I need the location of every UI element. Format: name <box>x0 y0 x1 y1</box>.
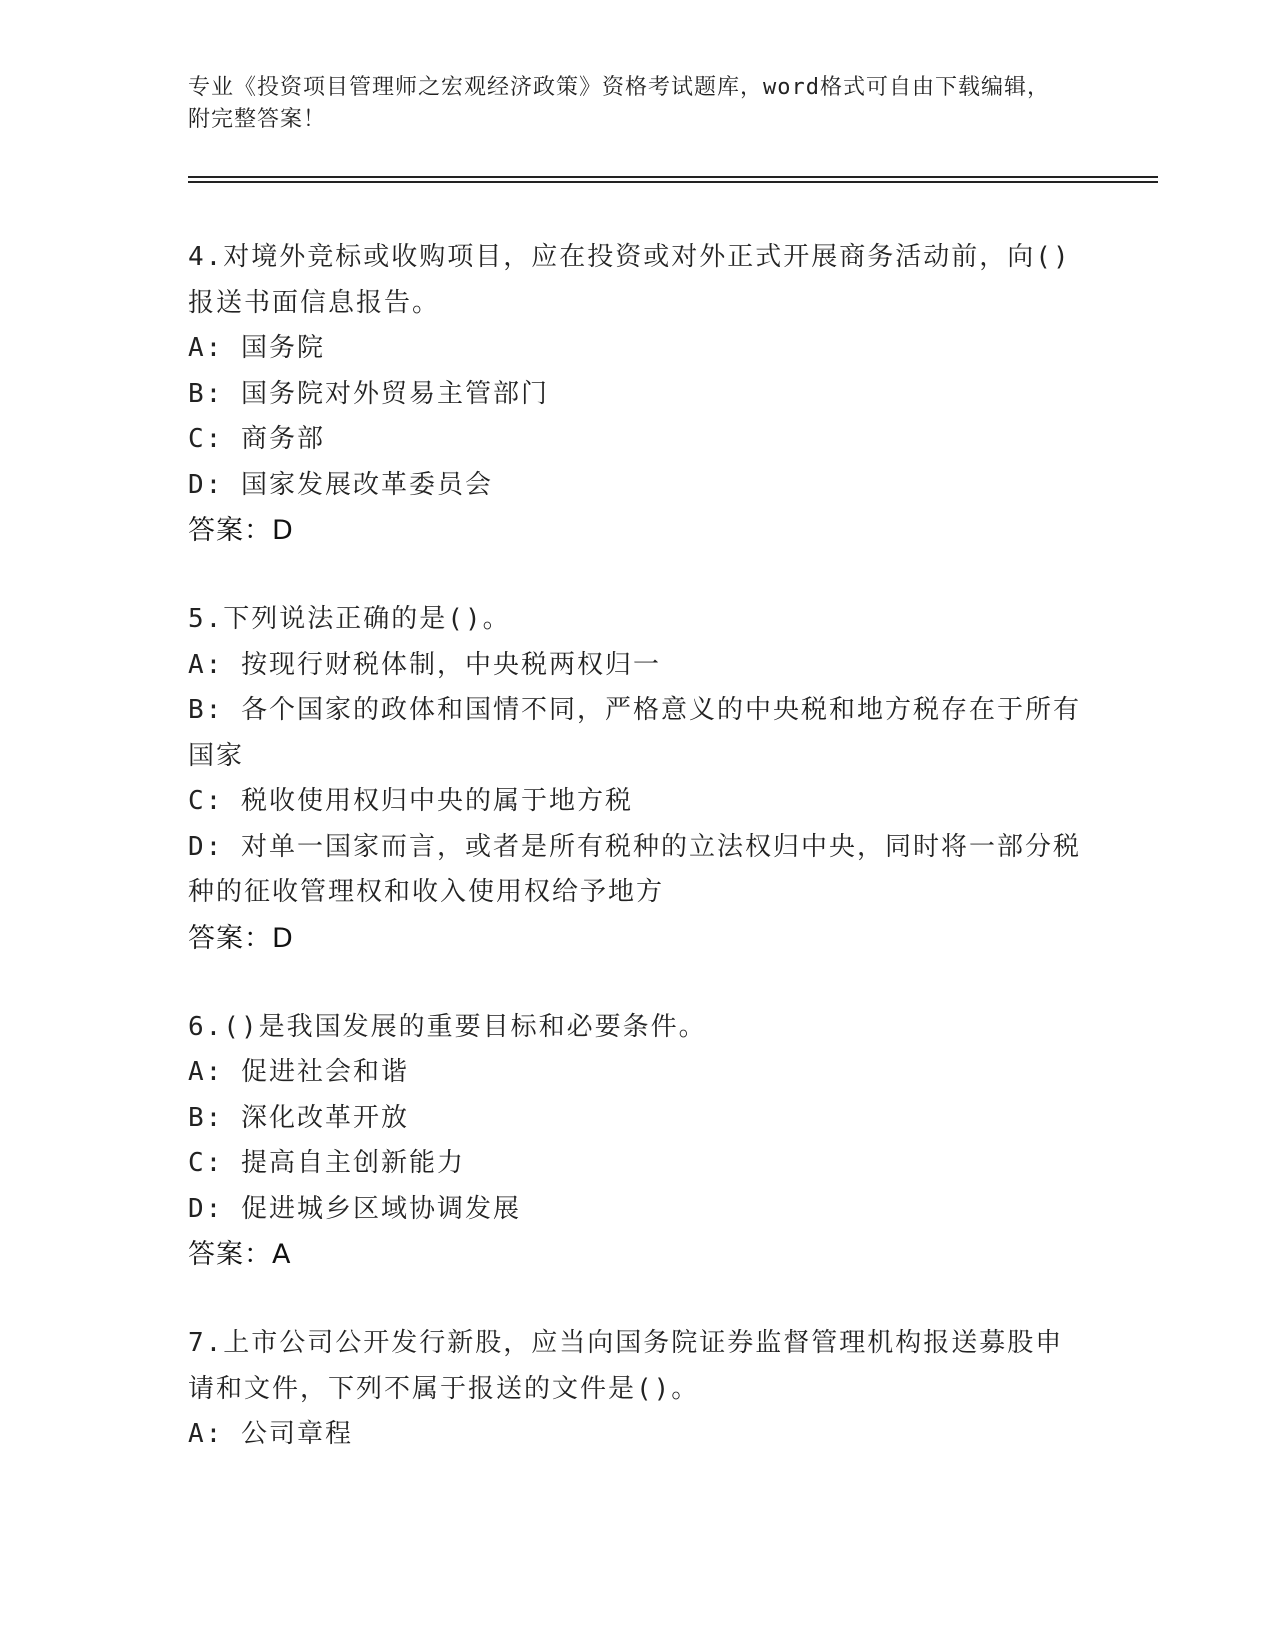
header-divider-bottom <box>188 181 1158 183</box>
option-a: A: 国务院 <box>188 333 325 363</box>
option-d: D: 国家发展改革委员会 <box>188 469 493 500</box>
question-stem: 4.对境外竞标或收购项目，应在投资或对外正式开展商务活动前，向()报送书面信息报告。 <box>188 242 1071 318</box>
question-7 <box>188 1321 1088 1458</box>
document-header: 专业《投资项目管理师之宏观经济政策》资格考试题库，word格式可自由下载编辑，附完整答案！ <box>188 75 1050 132</box>
option-c: C: 税收使用权归中央的属于地方税 <box>188 786 633 816</box>
answer-line: 答案：D <box>188 515 294 546</box>
option-c: C: 商务部 <box>188 424 325 454</box>
question-stem: 5.下列说法正确的是()。 <box>188 604 511 634</box>
header-divider-top <box>188 176 1158 178</box>
option-b: B: 深化改革开放 <box>188 1102 409 1133</box>
question-stem: 6.()是我国发展的重要目标和必要条件。 <box>188 1011 707 1042</box>
option-c: C: 提高自主创新能力 <box>188 1148 465 1178</box>
question-6 <box>188 1005 1088 1279</box>
option-b: B: 国务院对外贸易主管部门 <box>188 378 549 409</box>
question-stem: 7.上市公司公开发行新股，应当向国务院证券监督管理机构报送募股申请和文件，下列不属于报送的文件是()。 <box>188 1328 1064 1404</box>
question-4 <box>188 235 1088 554</box>
question-list <box>188 235 1088 1501</box>
question-5 <box>188 597 1088 962</box>
answer-line: 答案：A <box>188 1239 292 1270</box>
answer-line: 答案：D <box>188 922 294 954</box>
option-a: A: 公司章程 <box>188 1419 353 1449</box>
option-a: A: 促进社会和谐 <box>188 1057 409 1087</box>
option-d: D: 促进城乡区域协调发展 <box>188 1193 521 1224</box>
option-b: B: 各个国家的政体和国情不同，严格意义的中央税和地方税存在于所有国家 <box>188 695 1081 771</box>
option-d: D: 对单一国家而言，或者是所有税种的立法权归中央，同时将一部分税种的征收管理权和收入使用权给予地方 <box>188 831 1081 907</box>
option-a: A: 按现行财税体制，中央税两权归一 <box>188 649 661 680</box>
